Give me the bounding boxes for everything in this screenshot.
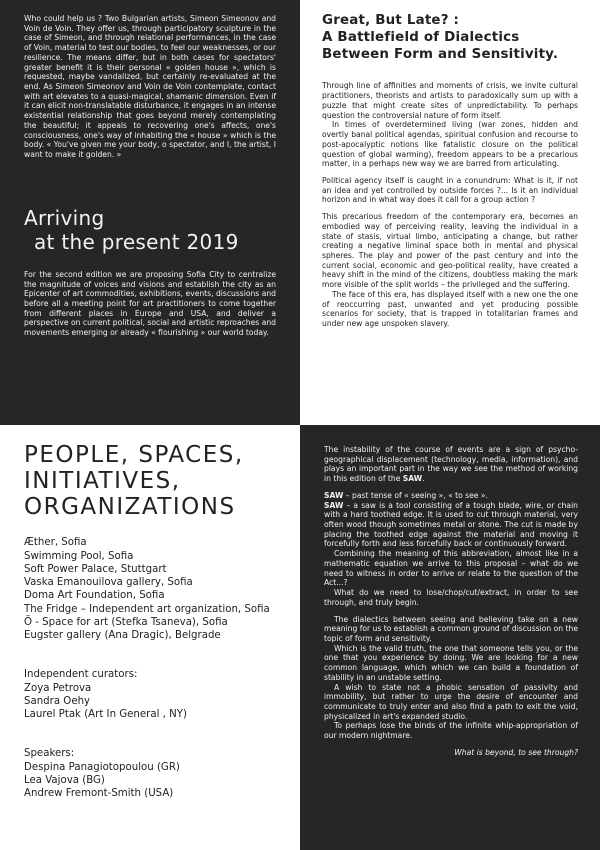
saw-paragraph-4: What do we need to lose/chop/cut/extract, in order to see through, and truly begin. (324, 588, 578, 607)
curators-list (24, 668, 278, 721)
dialectics-paragraph-3: Political agency itself is caught in a conundrum: What is it, if not an idea and yet controlled by outside forces ?... Is it an individual horizon and in what way does it call for a group action ? (322, 175, 578, 205)
list-item: Laurel Ptak (Art In General , NY) (24, 709, 187, 720)
saw-paragraph-1-end: . (422, 474, 425, 484)
speakers-list (24, 747, 278, 800)
saw-paragraph-1-text: The instability of the course of events are a sign of psycho-geographical displacement (technology, media, information), and plays an important part in the way we see the method of working in this edition of the (324, 445, 578, 484)
list-item: Andrew Fremont-Smith (USA) (24, 788, 174, 799)
saw-quadrant (300, 425, 600, 850)
curators-label: Independent curators: (24, 669, 138, 681)
organizations-list (24, 536, 278, 642)
arriving-heading (24, 206, 276, 254)
people-heading-line1: PEOPLE, SPACES, (24, 442, 244, 468)
dialectics-paragraph-2: In times of overdetermined living (war zones, hidden and overtly banal political agendas, spiritual confusion and recourse to post-apocalyptic notions like fatalistic closure on the political question of global warming), freedom appears to be a precarious matter, in a perhaps new way we are barred from articulating. (322, 120, 578, 169)
list-item: Doma Art Foundation, Sofia (24, 590, 165, 602)
dialectics-quadrant (300, 0, 600, 425)
list-item: Swimming Pool, Sofia (24, 550, 134, 562)
saw-definition-1 (324, 491, 578, 501)
saw-definition-2 (324, 501, 578, 550)
list-item: Sandra Oehy (24, 695, 91, 707)
speakers-label: Speakers: (24, 748, 75, 760)
saw-paragraph-5: The dialectics between seeing and believing take on a new meaning for us to establish a common ground of discussion on the topic of form and sensitivity. (324, 614, 578, 643)
saw-definition-2-text: – a saw is a tool consisting of a tough blade, wire, or chain with a hard toothed edge. It is used to cut through material, very often wood though sometimes metal or stone. The cut is made by placing the toothed edge against the material and moving it forcefully forth and less forcefully back or continuously forward. (324, 500, 578, 549)
intro-quadrant (0, 0, 300, 425)
list-item: Zoya Petrova (24, 682, 92, 694)
dialectics-paragraph-4: This precarious freedom of the contemporary era, becomes an embodied way of perceiving reality, leaving the individual in a state of stasis, virtual limbo, anticipating a change, but rather creating a negative liminal space both in mental and physical spheres. The play and power of the past century and into the current social, economic and geo-political reality, have created a heavy shift in the mind of the citizens, doubtless making the mark more visible of the split worlds – the privileged and the suffering. (322, 212, 578, 290)
saw-emphasis: SAW (402, 474, 423, 484)
list-item: Soft Power Palace, Stuttgart (24, 563, 167, 575)
saw-definition-1-text: – past tense of « seeing », « to see ». (343, 490, 488, 500)
saw-paragraph-6: Which is the valid truth, the one that someone tells you, or the one that you experience by doing. We are looking for a new common language, which which we can build a foundation of stability in an unstable setting. (324, 643, 578, 682)
saw-paragraph-8: To perhaps lose the binds of the infinite whip-appropriation of our modern nightmare. (324, 721, 578, 741)
dialectics-title-line2: A Battlefield of Dialectics (322, 30, 520, 46)
dialectics-title-line3: Between Form and Sensitivity. (322, 47, 559, 63)
list-item: Eugster gallery (Ana Dragic), Belgrade (24, 630, 221, 641)
people-heading-line3: ORGANIZATIONS (24, 493, 236, 520)
arriving-body: For the second edition we are proposing Sofia City to centralize the magnitude of voices and visions and establish the city as an Epicenter of art commodities, exhibitions, events, discussions and before all a meeting point for art practitioners to come together from different places in Europe and USA, and deliver a perspective on current political, social and artistic reproaches and movements emerging or already « flourishing » our world today. (24, 269, 276, 338)
list-item: Ö - Space for art (Stefka Tsaneva), Sofia (24, 616, 228, 628)
list-item: Lea Vajova (BG) (24, 774, 105, 786)
list-item: Vaska Emanouilova gallery, Sofia (24, 577, 193, 588)
saw-definition-2-term: SAW (324, 500, 344, 510)
people-heading (24, 443, 278, 520)
list-item: Æther, Sofia (24, 537, 87, 549)
dialectics-title-line1: Great, But Late? : (322, 13, 460, 28)
arriving-heading-line1: Arriving (24, 205, 105, 230)
arriving-heading-line2: at the present 2019 (34, 229, 239, 254)
people-quadrant (0, 425, 300, 850)
dialectics-paragraph-5: The face of this era, has displayed itself with a new one the one of reoccurring past, unwanted and yet producing possible scenarios for society, that is trapped in totalitarian frames and under new age unspoken slavery. (322, 289, 578, 328)
saw-closing-question: What is beyond, to see through? (454, 747, 578, 757)
list-item: Despina Panagiotopoulou (GR) (24, 761, 180, 773)
dialectics-title (322, 12, 578, 63)
saw-paragraph-1 (324, 445, 578, 484)
saw-definition-1-term: SAW (324, 490, 344, 500)
people-heading-line2: INITIATIVES, (24, 467, 181, 494)
saw-paragraph-3: Combining the meaning of this abbreviation, almost like in a mathematic equation we arrive to this proposal – what do we need to witness in order to arrive or relate to the question of the Act...? (324, 549, 578, 588)
dialectics-paragraph-1: Through line of affinities and moments of crisis, we invite cultural practitioners, theorists and artists to paradoxically sum up with a puzzle that might create sites of unpredictability. To perhaps question the controversial nature of form itself. (322, 81, 578, 120)
intro-paragraph: Who could help us ? Two Bulgarian artists, Simeon Simeonov and Voin de Voin. They offer us, through participatory sculpture in the case of Simeon, and through relational performances, in the case of Voin, material to test our bodies, to feel our weaknesses, or our resilience. The means differ, but in both cases for spectators' greater benefit it is their personal « golden house », which is requested, maybe vandalized, but certainly re-evaluated at the end. As Simeon Simeonov and Voin de Voin contemplate, contact with art elevates to a quasi-magical, shamanic dimension. Even if it can elicit non-translatable disturbance, it engages in an intense existential relationship that goes beyond merely contemplating the beautiful; it appeals to recovering one's affects, one's consciousness, one's way of inhabiting the « house » which is the body. « You've given me your body, o spectator, and I, the artist, I want to make it golden. » (24, 14, 276, 160)
saw-paragraph-7: A wish to state not a phobic sensation of passivity and immobility, but rather to urge the desire of encounter and communicate to truly enter and also find a path to exit the void, physicalized in art's expanded studio. (324, 682, 578, 721)
list-item: The Fridge – Independent art organization, Sofia (24, 603, 270, 615)
